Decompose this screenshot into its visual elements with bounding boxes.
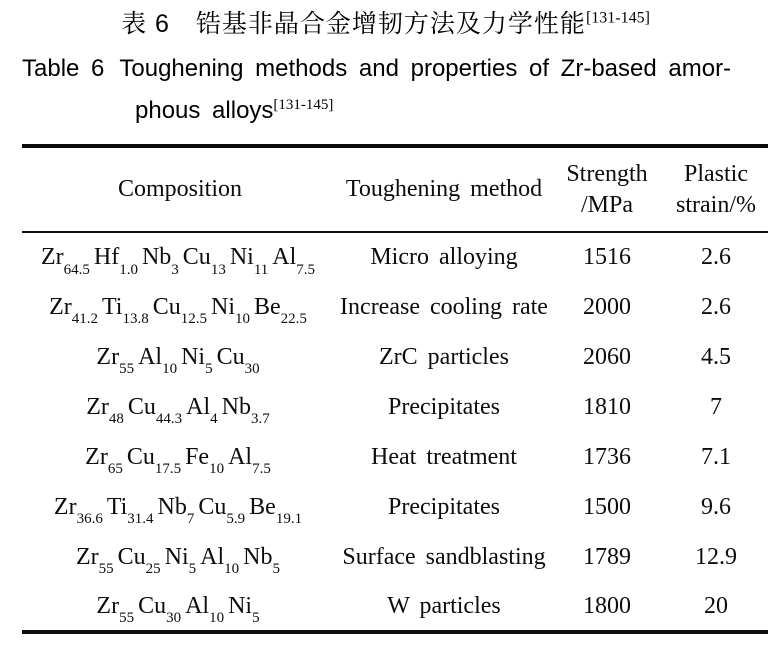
element-subscript: 17.5 <box>154 461 182 478</box>
element-symbol: Zr <box>49 293 72 320</box>
element-subscript: 55 <box>119 610 135 627</box>
caption-english-text-line2: phous alloys <box>135 97 274 124</box>
element-subscript: 5 <box>188 561 197 578</box>
plastic-strain-cell: 20 <box>704 592 728 619</box>
composition-cell <box>22 482 338 532</box>
element-symbol: Cu <box>126 443 155 470</box>
strength-cell: 1500 <box>583 493 631 520</box>
strength-cell: 2060 <box>583 343 631 370</box>
element-subscript: 10 <box>209 610 225 627</box>
element-subscript: 25 <box>145 561 161 578</box>
col-header-strength <box>550 146 664 232</box>
element-symbol: Zr <box>96 592 120 619</box>
caption-english-line2 <box>135 96 771 126</box>
element-symbol: Ni <box>229 244 254 270</box>
element-symbol: Cu <box>216 343 245 370</box>
plastic-strain-cell: 2.6 <box>701 244 731 270</box>
element-subscript: 1.0 <box>119 261 138 278</box>
composition-cell <box>22 382 338 432</box>
table-body <box>22 232 768 632</box>
col-header-plastic-strain-line1: Plastic <box>684 160 748 187</box>
element-symbol: Cu <box>127 393 156 420</box>
plastic-strain-cell: 4.5 <box>701 343 731 370</box>
caption-chinese-text: 表 6 锆基非晶合金增韧方法及力学性能 <box>121 10 586 38</box>
element-symbol: Cu <box>182 244 211 270</box>
caption-english-text-line1: Toughening methods and properties of Zr-based amor- <box>119 55 732 82</box>
element-symbol: Nb <box>157 493 187 520</box>
element-symbol: Fe <box>185 443 210 470</box>
element-symbol: Zr <box>53 493 77 520</box>
table-caption-chinese <box>0 0 771 40</box>
element-subscript: 55 <box>98 561 114 578</box>
element-symbol: Nb <box>141 244 172 270</box>
element-symbol: Be <box>253 293 281 320</box>
element-symbol: Cu <box>138 592 167 619</box>
element-subscript: 64.5 <box>63 261 90 278</box>
table-row <box>22 582 768 632</box>
col-header-plastic-strain <box>664 146 768 232</box>
element-subscript: 5 <box>272 561 280 578</box>
element-subscript: 30 <box>244 361 260 378</box>
element-symbol: Zr <box>86 393 109 420</box>
table-header-row <box>22 146 768 232</box>
composition-cell <box>22 432 338 482</box>
composition-cell <box>22 232 338 282</box>
plastic-strain-cell: 2.6 <box>701 293 731 320</box>
toughening-method-cell: Increase cooling rate <box>340 293 548 320</box>
element-symbol: Cu <box>117 543 146 570</box>
col-header-strength-line2: /MPa <box>580 191 633 218</box>
composition-cell <box>22 532 338 582</box>
element-subscript: 5 <box>205 361 213 378</box>
element-subscript: 36.6 <box>76 511 103 528</box>
element-subscript: 3 <box>171 261 179 278</box>
element-symbol: Al <box>186 393 211 420</box>
element-subscript: 5 <box>252 610 260 627</box>
strength-cell: 1736 <box>583 443 631 470</box>
table-row <box>22 232 768 282</box>
element-subscript: 7.5 <box>296 261 316 278</box>
toughening-method-cell: Precipitates <box>388 393 500 420</box>
toughening-method-cell: Surface sandblasting <box>342 543 546 570</box>
element-symbol: Cu <box>198 493 227 520</box>
toughening-method-cell: Precipitates <box>388 493 500 520</box>
plastic-strain-cell: 7 <box>710 393 722 420</box>
element-symbol: Ni <box>164 543 189 570</box>
element-symbol: Zr <box>96 343 120 370</box>
element-symbol: Zr <box>75 543 99 570</box>
element-symbol: Ti <box>106 493 128 520</box>
element-subscript: 13 <box>210 261 226 278</box>
element-symbol: Zr <box>85 443 108 470</box>
element-symbol: Ni <box>228 592 253 619</box>
caption-chinese-reference: [131-145] <box>585 9 650 27</box>
toughening-method-cell: W particles <box>387 592 501 619</box>
element-symbol: Ni <box>210 293 235 320</box>
element-subscript: 10 <box>234 311 250 328</box>
table-row <box>22 482 768 532</box>
col-header-toughening-method <box>338 146 550 232</box>
element-symbol: Cu <box>152 293 181 320</box>
element-subscript: 19.1 <box>275 511 303 528</box>
element-subscript: 55 <box>119 361 135 378</box>
composition-cell <box>22 282 338 332</box>
caption-english-table-number: Table 6 <box>22 55 105 82</box>
col-header-toughening-method-label: Toughening method <box>345 176 543 202</box>
table-row <box>22 532 768 582</box>
element-subscript: 7.5 <box>252 461 271 478</box>
element-subscript: 48 <box>108 411 124 428</box>
toughening-method-cell: Heat treatment <box>371 443 517 470</box>
element-symbol: Al <box>200 543 225 570</box>
element-symbol: Al <box>138 343 163 370</box>
element-subscript: 3.7 <box>251 411 270 428</box>
element-symbol: Al <box>272 244 297 270</box>
element-symbol: Ti <box>101 293 123 320</box>
element-symbol: Hf <box>93 244 120 270</box>
element-subscript: 11 <box>253 261 269 278</box>
table-row <box>22 432 768 482</box>
element-subscript: 44.3 <box>155 411 183 428</box>
composition-cell <box>22 332 338 382</box>
element-subscript: 12.5 <box>180 311 207 328</box>
element-subscript: 10 <box>209 461 225 478</box>
element-subscript: 31.4 <box>127 511 154 528</box>
data-table <box>22 144 768 634</box>
element-symbol: Zr <box>40 244 64 270</box>
element-subscript: 10 <box>224 561 240 578</box>
element-subscript: 4 <box>210 411 218 428</box>
strength-cell: 1789 <box>583 543 631 570</box>
element-subscript: 30 <box>166 610 182 627</box>
element-subscript: 22.5 <box>280 311 307 328</box>
element-subscript: 13.8 <box>122 311 149 328</box>
strength-cell: 2000 <box>583 293 631 320</box>
element-subscript: 7 <box>186 511 195 528</box>
table-row <box>22 332 768 382</box>
element-subscript: 65 <box>107 461 123 478</box>
composition-cell <box>22 582 338 632</box>
strength-cell: 1810 <box>583 393 631 420</box>
col-header-composition <box>22 146 338 232</box>
strength-cell: 1516 <box>583 244 631 270</box>
col-header-composition-label: Composition <box>117 176 243 202</box>
plastic-strain-cell: 12.9 <box>695 543 737 570</box>
caption-english-line1 <box>22 54 771 84</box>
caption-english-reference: [131-145] <box>273 97 334 113</box>
element-symbol: Al <box>185 592 210 619</box>
element-symbol: Be <box>249 493 276 520</box>
element-symbol: Ni <box>181 343 206 370</box>
element-symbol: Al <box>228 443 253 470</box>
col-header-plastic-strain-line2: strain/% <box>676 191 756 218</box>
element-subscript: 41.2 <box>71 311 98 328</box>
table-caption-english <box>0 54 771 126</box>
element-symbol: Nb <box>243 543 273 570</box>
element-symbol: Nb <box>221 393 251 420</box>
plastic-strain-cell: 7.1 <box>701 443 731 470</box>
plastic-strain-cell: 9.6 <box>701 493 731 520</box>
col-header-strength-line1: Strength <box>566 160 648 187</box>
toughening-method-cell: Micro alloying <box>370 244 518 270</box>
toughening-method-cell: ZrC particles <box>379 343 509 370</box>
element-subscript: 5.9 <box>226 511 246 528</box>
table-row <box>22 382 768 432</box>
strength-cell: 1800 <box>583 592 631 619</box>
table-row <box>22 282 768 332</box>
element-subscript: 10 <box>162 361 178 378</box>
table-header <box>22 146 768 232</box>
